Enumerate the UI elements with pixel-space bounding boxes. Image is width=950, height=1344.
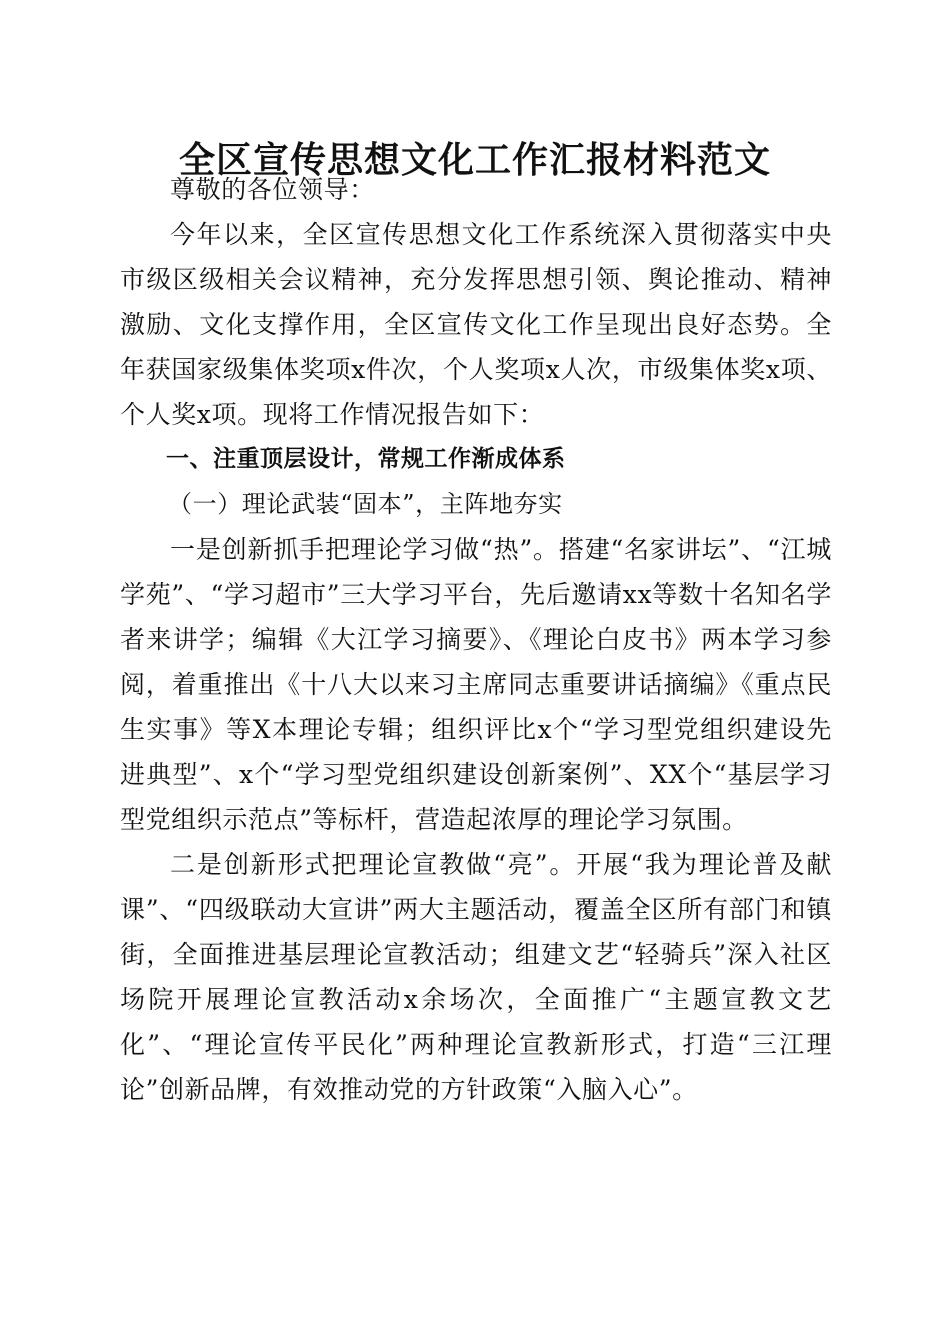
document-body	[120, 165, 832, 1112]
subsection-heading: （一）理论武装“固本”，主阵地夯实	[168, 490, 563, 518]
body-paragraph: 二是创新形式把理论宣教做“亮”。开展“我为理论普及献课”、“四级联动大宣讲”两大主题活动，覆盖全区所有部门和镇街，全面推进基层理论宣教活动；组建文艺“轻骑兵”深入社区场院开展理论宣教活动x余场次，全面推广“主题宣教文艺化”、“理论宣传平民化”两种理论宣教新形式，打造“三江理论”创新品牌，有效推动党的方针政策“入脑入心”。	[120, 850, 832, 1104]
body-paragraph: 一是创新抓手把理论学习做“热”。搭建“名家讲坛”、“江城学苑”、“学习超市”三大学习平台，先后邀请xx等数十名知名学者来讲学；编辑《大江学习摘要》、《理论白皮书》两本学习参阅，着重推出《十八大以来习主席同志重要讲话摘编》《重点民生实事》等X本理论专辑；组织评比x个“学习型党组织建设先进典型”、x个“学习型党组织建设创新案例”、XX个“基层学习型党组织示范点”等标杆，营造起浓厚的理论学习氛围。	[120, 535, 832, 834]
document-title: 全区宣传思想文化工作汇报材料范文	[178, 139, 771, 181]
intro-paragraph: 今年以来，全区宣传思想文化工作系统深入贯彻落实中央市级区级相关会议精神，充分发挥思想引领、舆论推动、精神激励、文化支撑作用，全区宣传文化工作呈现出良好态势。全年获国家级集体奖项x件次，个人奖项x人次，市级集体奖x项、个人奖x项。现将工作情况报告如下：	[120, 220, 832, 429]
salutation: 尊敬的各位领导：	[170, 175, 375, 204]
section-heading: 一、注重顶层设计，常规工作渐成体系	[166, 446, 566, 472]
